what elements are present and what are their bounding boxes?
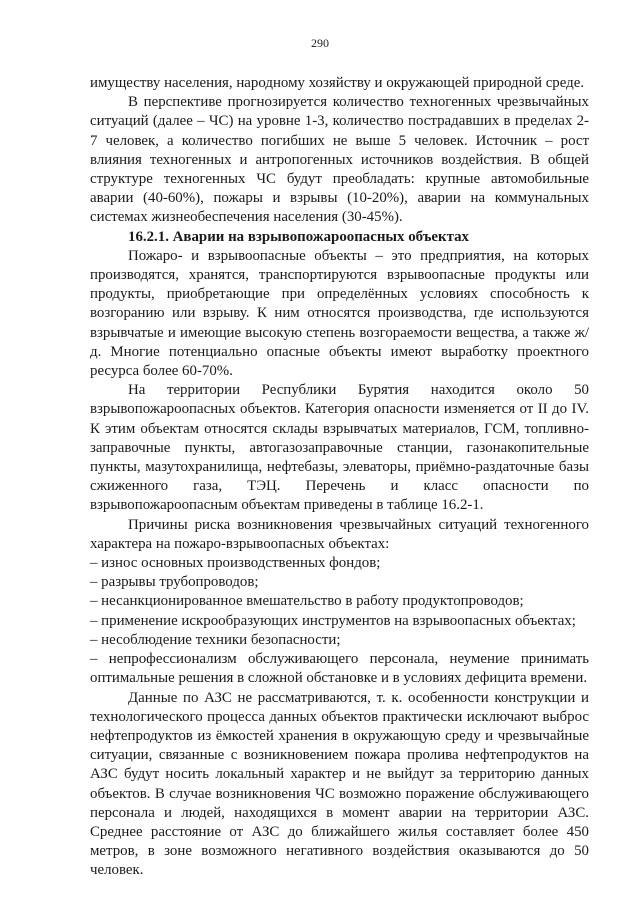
list-item: – несанкционированное вмешательство в работу продуктопроводов; (90, 593, 524, 610)
paragraph-forecast: В перспективе прогнозируется количество техногенных чрезвычайных ситуаций (далее – ЧС) на уровне 1-3, количество пострадавших в пределах 2-7 человек, а количество погибших не выше 5 человек. Источник – рост влияния техногенных и антропогенных источников воздействия. В общей структуре техногенных ЧС будут преобладать: крупные автомобильные аварии (40-60%), пожары и взрывы (10-20%), аварии на коммунальных системах жизнеобеспечения населения (30-45%). (90, 94, 589, 226)
paragraph-risk-causes: Причины риска возникновения чрезвычайных ситуаций техногенного характера на пожаро-взрывоопасных объектах: (90, 516, 589, 552)
paragraph-continuation: имуществу населения, народному хозяйству и окружающей природной среде. (90, 75, 585, 91)
list-item: – непрофессионализм обслуживающего персонала, неумение принимать оптимальные решения в сложной обстановке и в условиях дефицита времени. (90, 651, 589, 687)
paragraph-buryatia: На территории Республики Бурятия находится около 50 взрывопожароопасных объектов. Категория опасности изменяется от II до IV. К этим объектам относятся склады взрывчатых материалов, ГСМ, топливно-заправочные пункты, автогазозаправочные станции, газонакопительные пункты, мазутохранилища, нефтебазы, элеваторы, приёмно-раздаточные базы сжиженного газа, ТЭЦ. Перечень и класс опасности по взрывопожароопасным объектам приведены в таблице 16.2-1. (90, 382, 589, 514)
list-item: – применение искрообразующих инструментов на взрывоопасных объектах; (90, 612, 576, 629)
paragraph-azs: Данные по АЗС не рассматриваются, т. к. особенности конструкции и технологического процесса данных объектов практически исключают выброс нефтепродуктов из ёмкостей хранения в окружающую среду и чрезвычайные ситуации, связанные с возникновением пожара пролива нефтепродуктов на АЗС будут носить локальный характер и не выйдут за территорию данных объектов. В случае возникновения ЧС возможно поражение обслуживающего персонала и людей, находящихся в момент аварии на территории АЗС. Среднее расстояние от АЗС до ближайшего жилья составляет более 450 метров, в зоне возможного негативного воздействия оказываются до 50 человек. (90, 689, 589, 879)
section-heading: 16.2.1. Аварии на взрывопожароопасных объектах (128, 228, 469, 245)
page-content (90, 74, 589, 881)
page-number: 290 (311, 36, 329, 50)
paragraph-definition: Пожаро- и взрывоопасные объекты – это предприятия, на которых производятся, хранятся, транспортируются взрывоопасные продукты или продукты, приобретающие при определённых условиях способность к возгоранию или взрыву. К ним относятся производства, где используются взрывчатые и имеющие высокую степень возгораемости вещества, а также ж/д. Многие потенциально опасные объекты имеют выработку проектного ресурса более 60-70%. (90, 247, 589, 380)
list-item: – разрывы трубопроводов; (90, 574, 259, 591)
list-item: – несоблюдение техники безопасности; (90, 631, 341, 648)
list-item: – износ основных производственных фондов; (90, 555, 381, 572)
